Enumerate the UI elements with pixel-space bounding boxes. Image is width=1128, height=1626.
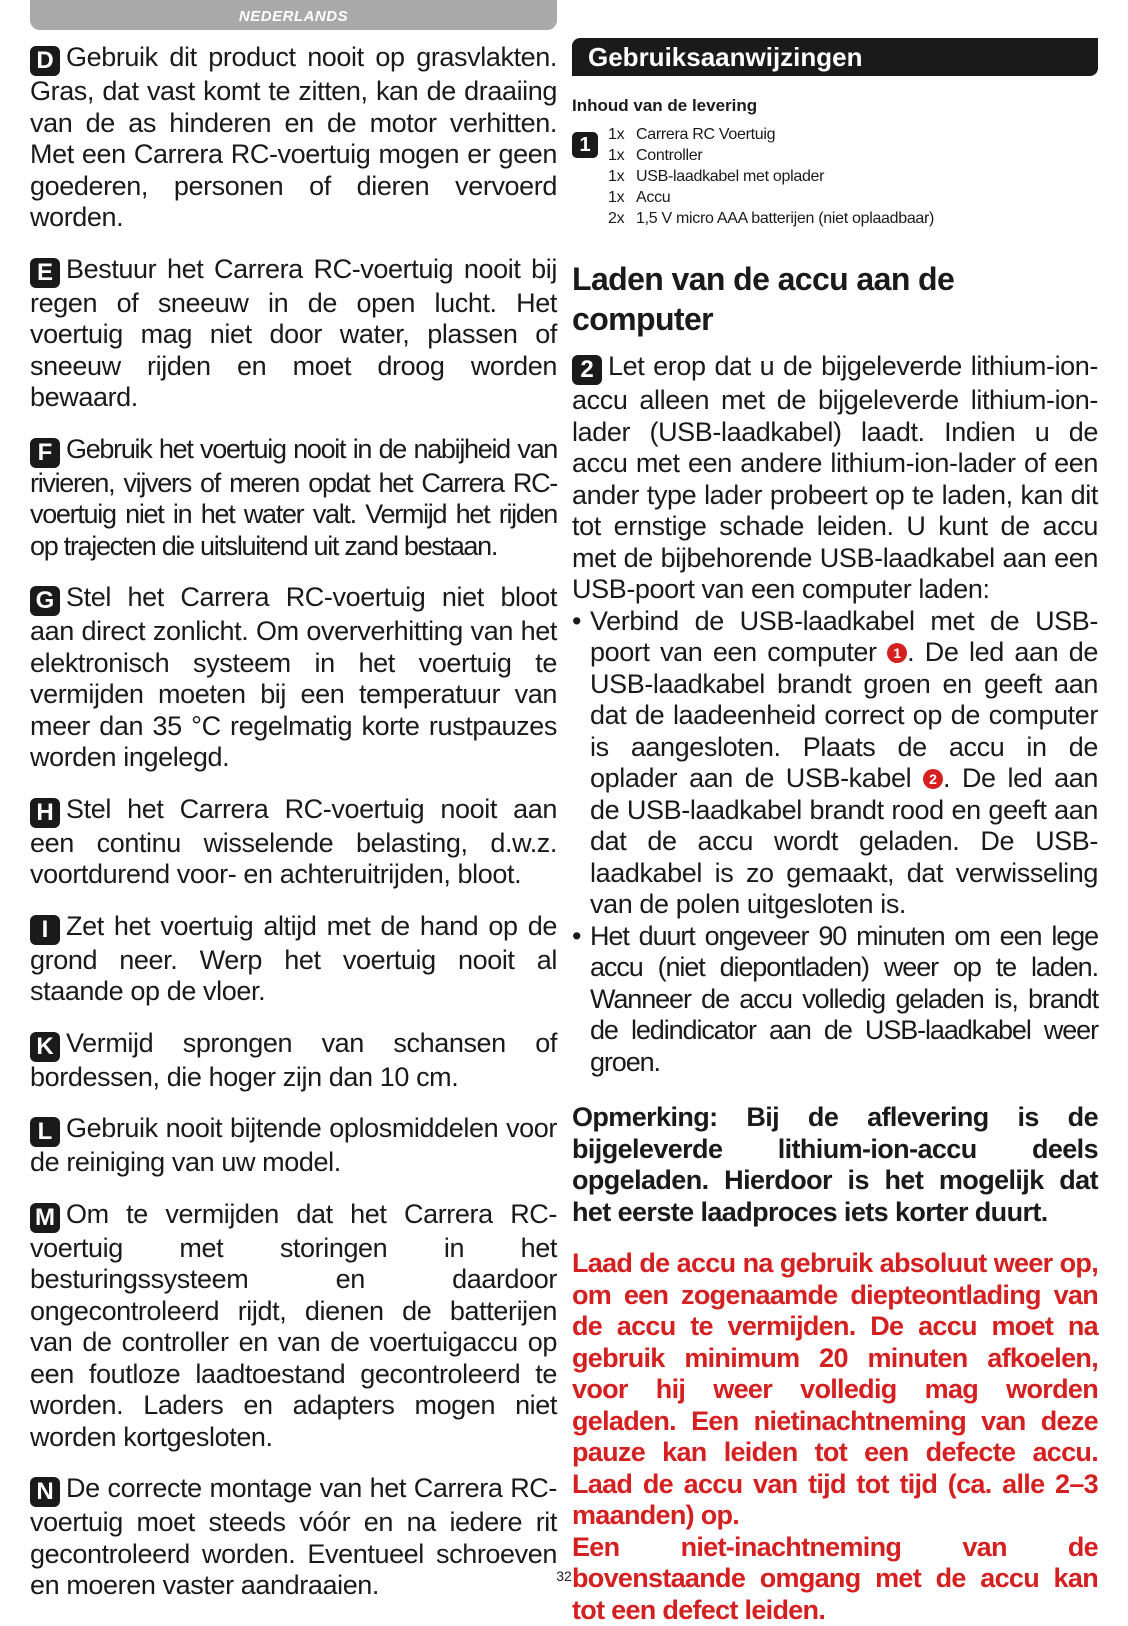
section-header: Gebruiksaanwijzingen (572, 38, 1098, 76)
letter-badge-g: G (30, 586, 60, 616)
safety-text-l: Gebruik nooit bijtende oplosmiddelen voor de reiniging van uw model. (30, 1113, 557, 1177)
step-marker-1: 1 (887, 643, 907, 663)
charging-steps (572, 606, 1098, 1079)
letter-badge-l: L (30, 1117, 60, 1147)
delivery-title: Inhoud van de levering (572, 96, 1098, 116)
safety-item-f (30, 434, 557, 563)
safety-item-k (30, 1028, 557, 1094)
letter-badge-m: M (30, 1203, 60, 1233)
safety-text-e: Bestuur het Carrera RC-voertuig nooit bij regen of sneeuw in de open lucht. Het voertuig mag niet door water, plassen of sneeuw rijden en moet droog worden bewaard. (30, 254, 557, 413)
safety-text-g: Stel het Carrera RC-voertuig niet bloot aan direct zonlicht. Om oververhitting van het elektronisch systeem in het voertuig te vermijden moeten bij een temperatuur van meer dan 35 °C regelmatig korte rustpauzes worden ingelegd. (30, 582, 557, 772)
charging-title: Laden van de accu aan de computer (572, 259, 1098, 339)
list-item (608, 124, 1098, 145)
list-item (608, 187, 1098, 208)
list-item (572, 921, 1098, 1079)
delivery-label: Carrera RC Voertuig (636, 126, 775, 143)
delivery-label: Controller (636, 147, 702, 164)
delivery-qty: 1x (608, 124, 636, 145)
step-text: . De led aan de USB-laadkabel brandt rood en geeft aan dat de accu wordt geladen. De USB-laadkabel is zo gemaakt, dat verwisseling van de polen uitgesloten is. (590, 763, 1098, 919)
delivery-qty: 1x (608, 187, 636, 208)
instructions-column (572, 38, 1098, 1626)
figure-badge-2: 2 (572, 355, 602, 385)
list-item (608, 166, 1098, 187)
list-item (572, 606, 1098, 921)
delivery-qty: 2x (608, 208, 636, 229)
safety-text-i: Zet het voertuig altijd met de hand op de grond neer. Werp het voertuig nooit al staande op de vloer. (30, 911, 557, 1007)
letter-badge-i: I (30, 915, 60, 945)
safety-item-d (30, 42, 557, 234)
warning-text-1: Laad de accu na gebruik absoluut weer op, om een zogenaamde diepteontlading van de accu te vermijden. De accu moet na gebruik minimum 20 minuten afkoelen, voor hij weer volledig mag worden geladen. Een nietinachtneming van deze pauze kan leiden tot een defecte accu. Laad de accu van tijd tot tijd (ca. alle 2–3 maanden) op. (572, 1248, 1098, 1532)
page-number: 32 (0, 1568, 1128, 1584)
step-text: Het duurt ongeveer 90 minuten om een lege accu (niet diepontladen) weer op te laden. Wanneer de accu volledig geladen is, brandt de ledindicator aan de USB-laadkabel weer groen. (590, 921, 1098, 1077)
delivery-qty: 1x (608, 166, 636, 187)
safety-text-f: Gebruik het voertuig nooit in de nabijheid van rivieren, vijvers of meren opdat het Carrera RC-voertuig niet in het water valt. Vermijd het rijden op trajecten die uitsluitend uit zand bestaan. (30, 434, 557, 561)
step-text: . De led aan de USB-laadkabel brandt groen en geeft aan dat de laadeenheid correct op de computer is aangesloten. Plaats de accu in de oplader aan de USB-kabel (590, 637, 1098, 793)
safety-text-h: Stel het Carrera RC-voertuig nooit aan een continu wisselende belasting, d.w.z. voortdurend voor- en achteruitrijden, bloot. (30, 794, 557, 890)
letter-badge-n: N (30, 1477, 60, 1507)
step-text: Verbind de USB-laadkabel met de USB-poort van een computer (590, 606, 1098, 668)
delivery-label: Accu (636, 189, 670, 206)
list-item (608, 208, 1098, 229)
safety-text-m: Om te vermijden dat het Carrera RC-voertuig met storingen in het besturingssysteem en daardoor ongecontroleerd rijdt, dienen de batterijen van de controller en van de voertuigaccu op een foutloze laadtoestand gecontroleerd te worden. Laders en adapters mogen niet worden kortgesloten. (30, 1199, 557, 1452)
language-tab: NEDERLANDS (30, 0, 557, 30)
charging-intro-text: Let erop dat u de bijgeleverde lithium-ion-accu alleen met de bijgeleverde lithium-ion-lader (USB-laadkabel) laadt. Indien u de accu met een andere lithium-ion-lader of een ander type lader probeert op te laden, kan dit tot ernstige schade leiden. U kunt de accu met de bijbehorende USB-laadkabel aan een USB-poort van een computer laden: (572, 351, 1098, 604)
safety-item-h (30, 794, 557, 891)
safety-item-g (30, 582, 557, 774)
letter-badge-e: E (30, 258, 60, 288)
warning-text-2: Een niet-inachtneming van de bovenstaande omgang met de accu kan tot een defect leiden. (572, 1532, 1098, 1626)
step-marker-2: 2 (923, 769, 943, 789)
safety-item-m (30, 1199, 557, 1454)
delivery-label: USB-laadkabel met oplader (636, 168, 824, 185)
safety-text-d: Gebruik dit product nooit op grasvlakten. Gras, dat vast komt te zitten, kan de draaiing van de as hinderen en de motor verhitten. Met een Carrera RC-voertuig mogen er geen goederen, personen of dieren vervoerd worden. (30, 42, 557, 232)
charging-intro (572, 351, 1098, 606)
safety-item-e (30, 254, 557, 414)
list-item (608, 145, 1098, 166)
letter-badge-k: K (30, 1032, 60, 1062)
note-text: Opmerking: Bij de aflevering is de bijgeleverde lithium-ion-accu deels opgeladen. Hierdoor is het mogelijk dat het eerste laadproces iets korter duurt. (572, 1102, 1098, 1228)
delivery-contents (572, 124, 1098, 229)
letter-badge-h: H (30, 798, 60, 828)
letter-badge-f: F (30, 438, 60, 468)
delivery-label: 1,5 V micro AAA batterijen (niet oplaadbaar) (636, 210, 934, 227)
letter-badge-d: D (30, 46, 60, 76)
figure-badge-1: 1 (572, 132, 598, 158)
safety-text-n: De correcte montage van het Carrera RC-voertuig moet steeds vóór en na iedere rit gecontroleerd worden. Eventueel schroeven en moeren vaster aandraaien. (30, 1473, 557, 1600)
safety-item-l (30, 1113, 557, 1179)
safety-column (30, 42, 557, 1622)
delivery-qty: 1x (608, 145, 636, 166)
safety-item-i (30, 911, 557, 1008)
safety-text-k: Vermijd sprongen van schansen of bordessen, die hoger zijn dan 10 cm. (30, 1028, 557, 1092)
delivery-list (572, 124, 1098, 229)
